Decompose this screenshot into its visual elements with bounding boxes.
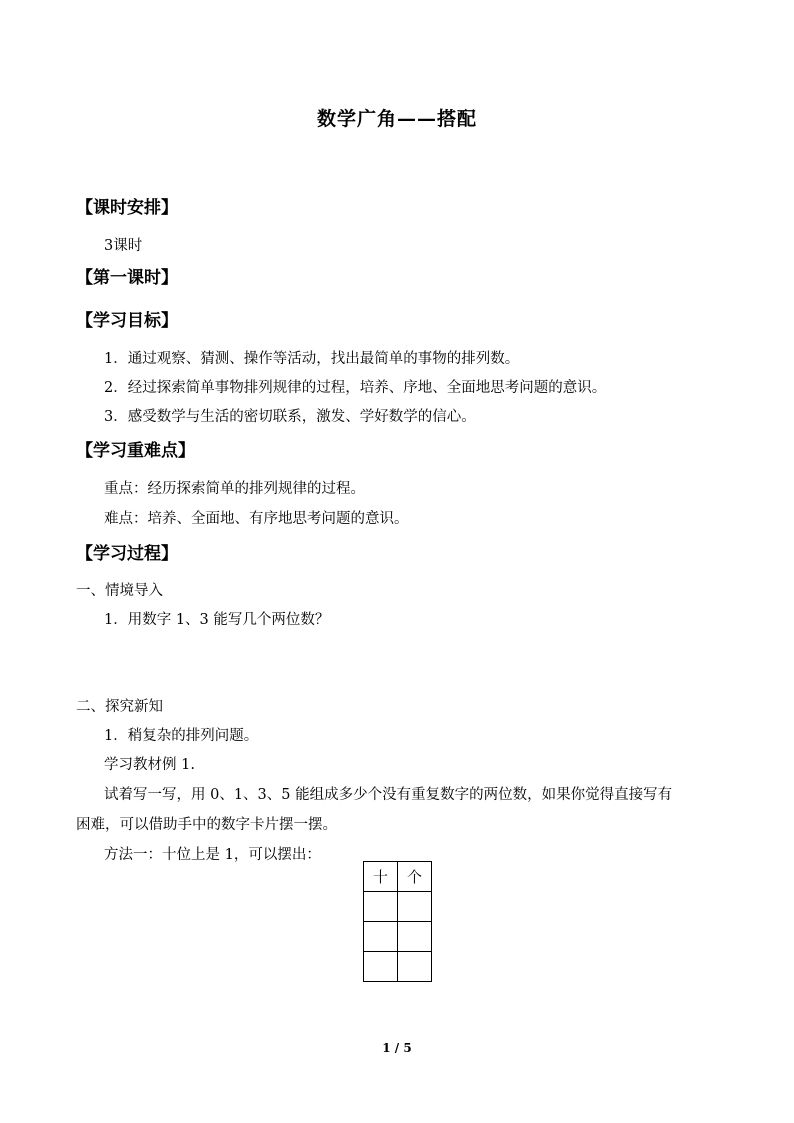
schedule-value: 3课时 — [104, 238, 143, 254]
table-cell — [398, 892, 432, 922]
process-heading: 【学习过程】 — [76, 544, 178, 564]
part1-title: 一、情境导入 — [76, 583, 163, 599]
page-number: 1 / 5 — [382, 1041, 412, 1055]
goal-item-3: 3．感受数学与生活的密切联系，激发、学好数学的信心。 — [104, 409, 476, 425]
table-cell — [398, 952, 432, 982]
goal-item-2: 2．经过探索简单事物排列规律的过程，培养、序地、全面地思考问题的意识。 — [104, 380, 607, 396]
schedule-heading: 【课时安排】 — [76, 198, 178, 218]
lesson-heading: 【第一课时】 — [76, 268, 178, 288]
table-row — [364, 892, 432, 922]
difficult-point: 难点：培养、全面地、有序地思考问题的意识。 — [104, 511, 409, 527]
part2-item: 1．稍复杂的排列问题。 — [104, 728, 259, 744]
part2-method1: 方法一：十位上是 1，可以摆出： — [104, 847, 321, 863]
table-cell — [398, 922, 432, 952]
table-cell — [364, 922, 398, 952]
part1-question: 1．用数字 1、3 能写几个两位数？ — [104, 612, 330, 628]
table-row — [364, 952, 432, 982]
part2-try-line1: 试着写一写，用 0、1、3、5 能组成多少个没有重复数字的两位数，如果你觉得直接写有 — [104, 787, 673, 803]
table-cell — [364, 892, 398, 922]
table-header-row — [364, 862, 432, 892]
goals-heading: 【学习目标】 — [76, 311, 178, 331]
table-cell — [364, 952, 398, 982]
place-value-table — [363, 861, 432, 982]
part2-title: 二、探究新知 — [76, 699, 163, 715]
part2-study: 学习教材例 1. — [104, 757, 195, 773]
table-row — [364, 922, 432, 952]
key-points-heading: 【学习重难点】 — [76, 441, 195, 461]
goal-item-1: 1．通过观察、猜测、操作等活动，找出最简单的事物的排列数。 — [104, 351, 520, 367]
page-title: 数学广角——搭配 — [316, 108, 477, 130]
header-ones: 个 — [398, 862, 432, 892]
part2-try-line2: 困难，可以借助手中的数字卡片摆一摆。 — [76, 817, 337, 833]
header-tens: 十 — [364, 862, 398, 892]
key-point: 重点：经历探索简单的排列规律的过程。 — [104, 481, 365, 497]
